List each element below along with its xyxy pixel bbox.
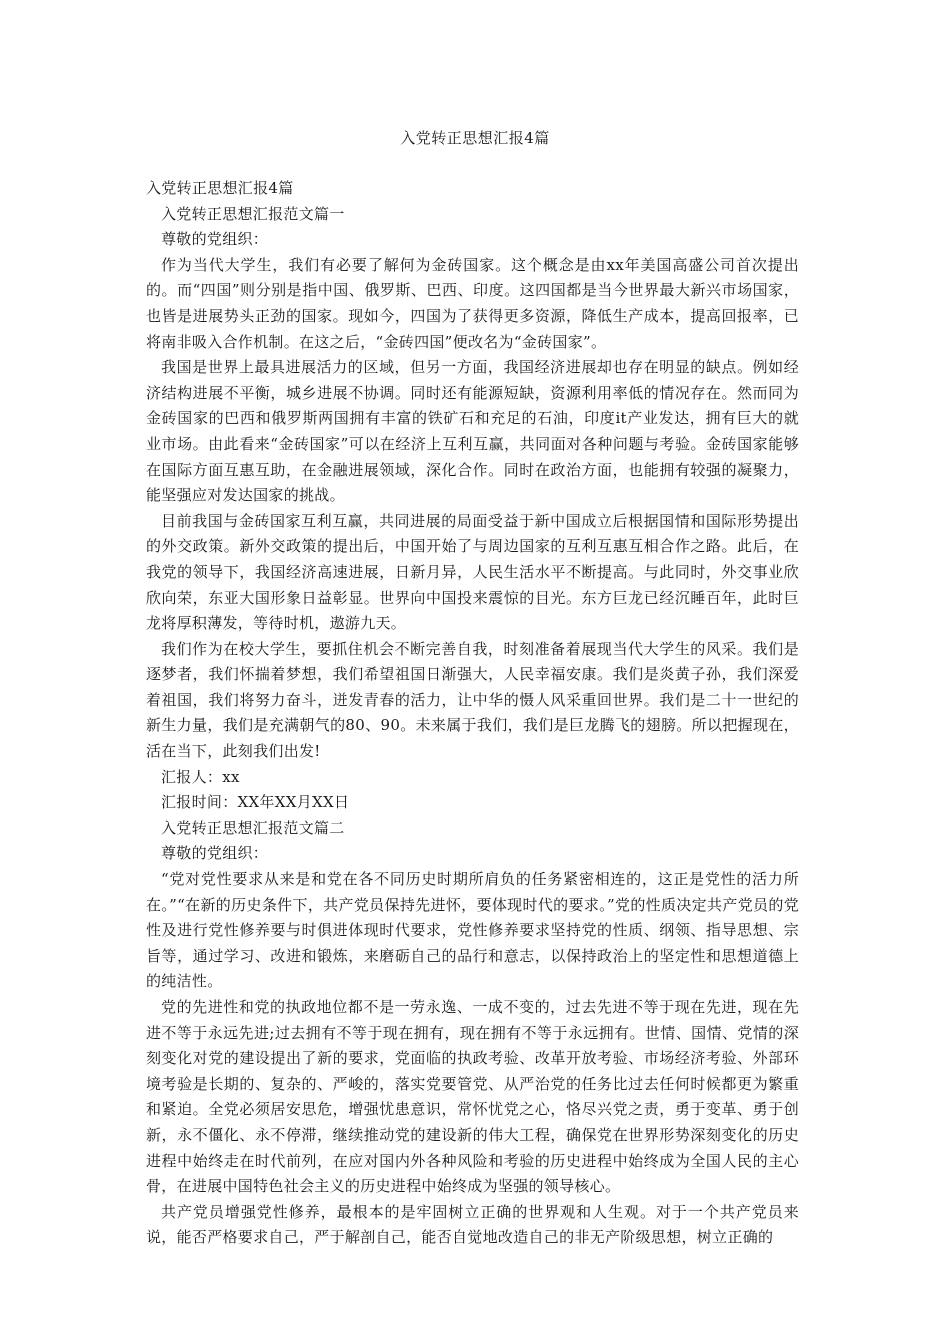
body-paragraph: 目前我国与金砖国家互利互赢，共同进展的局面受益于新中国成立后根据国情和国际形势提出的外交政策。新外交政策的提出后，中国开始了与周边国家的互利互惠互相合作之路。此后，在我党的领导下，我国经济高速进展，日新月异，人民生活水平不断提高。与此同时，外交事业欣欣向荣，东亚大国形象日益彰显。世界向中国投来震惊的目光。东方巨龙已经沉睡百年，此时巨龙将厚积薄发，等待时机，遨游九天。 <box>146 511 799 633</box>
body-paragraph: 我们作为在校大学生，要抓住机会不断完善自我，时刻准备着展现当代大学生的风采。我们是逐梦者，我们怀揣着梦想，我们希望祖国日渐强大，人民幸福安康。我们是炎黄子孙，我们深爱着祖国，我们将努力奋斗，迸发青春的活力，让中华的慑人风采重回世界。我们是二十一世纪的新生力量，我们是充满朝气的80、90。未来属于我们，我们是巨龙腾飞的翅膀。所以把握现在，活在当下，此刻我们出发! <box>146 639 799 761</box>
document-body <box>146 176 799 1251</box>
page-title: 入党转正思想汇报4篇 <box>400 129 550 147</box>
salutation: 尊敬的党组织： <box>161 230 269 249</box>
section-heading-one: 入党转正思想汇报范文篇一 <box>161 204 345 223</box>
body-paragraph: 作为当代大学生，我们有必要了解何为金砖国家。这个概念是由xx年美国高盛公司首次提出的。而“四国”则分别是指中国、俄罗斯、巴西、印度。这四国都是当今世界最大新兴市场国家，也皆是进展势头正劲的国家。现如今，四国为了获得更多资源，降低生产成本，提高回报率，已将南非吸入合作机制。在这之后，“金砖四国”便改名为“金砖国家”。 <box>146 255 799 351</box>
section-heading-two: 入党转正思想汇报范文篇二 <box>161 818 345 837</box>
document-heading: 入党转正思想汇报4篇 <box>146 179 294 197</box>
salutation: 尊敬的党组织： <box>161 844 269 863</box>
body-paragraph: 共产党员增强党性修养，最根本的是牢固树立正确的世界观和人生观。对于一个共产党员来说，能否严格要求自己，严于解剖自己，能否自觉地改造自己的非无产阶级思想，树立正确的 <box>146 1202 799 1247</box>
reporter-line: 汇报人：xx <box>161 767 240 786</box>
report-date-line: 汇报时间：XX年XX月XX日 <box>161 793 350 812</box>
body-paragraph: 党的先进性和党的执政地位都不是一劳永逸、一成不变的，过去先进不等于现在先进，现在先进不等于永远先进;过去拥有不等于现在拥有，现在拥有不等于永远拥有。世情、国情、党情的深刻变化对党的建设提出了新的要求，党面临的执政考验、改革开放考验、市场经济考验、外部环境考验是长期的、复杂的、严峻的，落实党要管党、从严治党的任务比过去任何时候都更为繁重和紧迫。全党必须居安思危，增强忧患意识，常怀忧党之心，恪尽兴党之责，勇于变革、勇于创新，永不僵化、永不停滞，继续推动党的建设新的伟大工程，确保党在世界形势深刻变化的历史进程中始终走在时代前列，在应对国内外各种风险和考验的历史进程中始终成为全国人民的主心骨，在进展中国特色社会主义的历史进程中始终成为坚强的领导核心。 <box>146 998 799 1196</box>
body-paragraph: “党对党性要求从来是和党在各不同历史时期所肩负的任务紧密相连的，这正是党性的活力所在。”“在新的历史条件下，共产党员保持先进怀，要体现时代的要求。”党的性质决定共产党员的党性及进行党性修养要与时俱进体现时代要求，党性修养要求坚持党的性质、纲领、指导思想、宗旨等，通过学习、改进和锻炼，来磨砺自己的品行和意志，以保持政治上的坚定性和思想道德上的纯洁性。 <box>146 870 799 991</box>
body-paragraph: 我国是世界上最具进展活力的区域，但另一方面，我国经济进展却也存在明显的缺点。例如经济结构进展不平衡，城乡进展不协调。同时还有能源短缺，资源利用率低的情况存在。然而同为金砖国家的巴西和俄罗斯两国拥有丰富的铁矿石和充足的石油，印度it产业发达，拥有巨大的就业市场。由此看来“金砖国家”可以在经济上互利互赢，共同面对各种问题与考验。金砖国家能够在国际方面互惠互助，在金融进展领域，深化合作。同时在政治方面，也能拥有较强的凝聚力，能坚强应对发达国家的挑战。 <box>146 358 799 505</box>
